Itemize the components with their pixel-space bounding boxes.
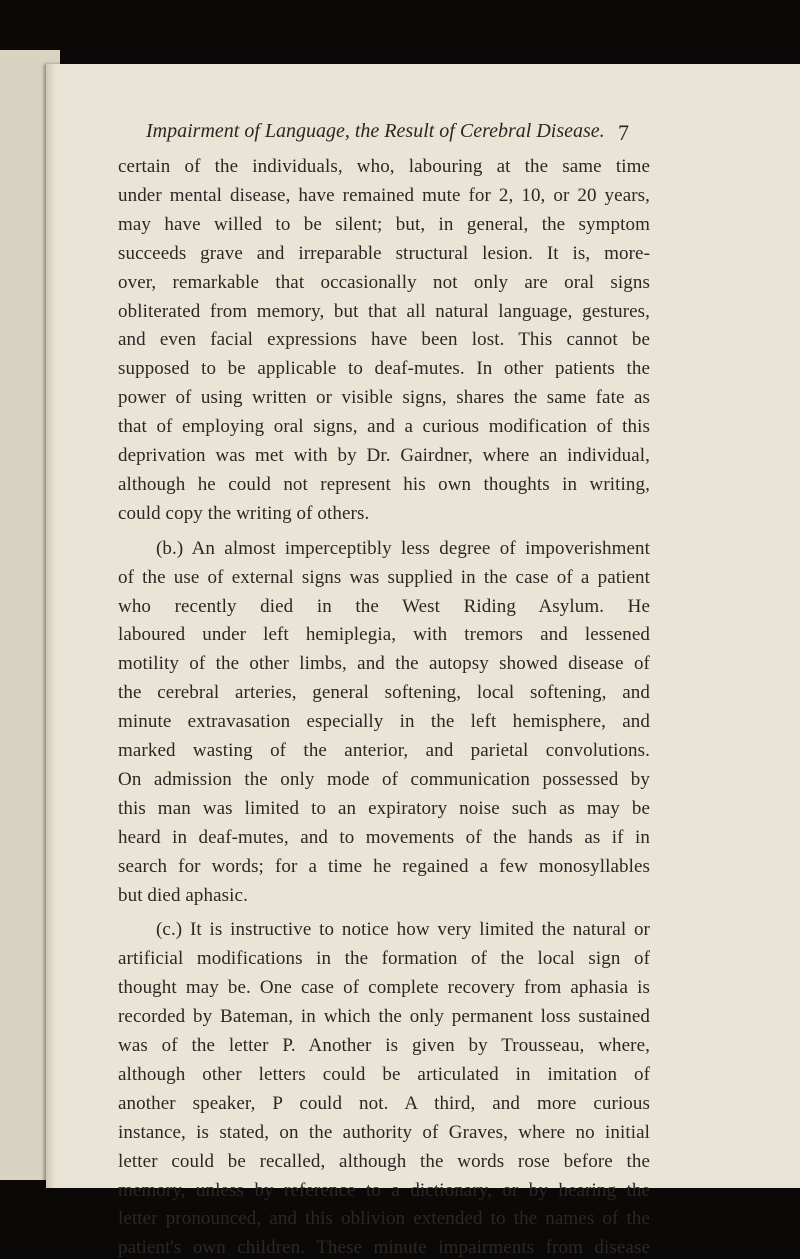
text-line: (b.) An almost imperceptibly less degree of impoverishment bbox=[156, 537, 650, 559]
text-line: may have willed to be silent; but, in general, the symptom bbox=[118, 213, 650, 235]
text-line: although other letters could be articulated in imitation of bbox=[118, 1063, 650, 1085]
text-line: certain of the individuals, who, labouring at the same time bbox=[118, 156, 650, 177]
text-line: obliterated from memory, but that all natural language, gestures, bbox=[118, 300, 650, 322]
text-line: memory, unless by reference to a dictionary, or by hearing the bbox=[118, 1179, 650, 1201]
text-line: another speaker, P could not. A third, and more curious bbox=[118, 1092, 650, 1114]
text-line: patient's own children. These minute impairments from disease bbox=[118, 1237, 650, 1259]
text-line: could copy the writing of others. bbox=[118, 502, 370, 524]
text-line: heard in deaf-mutes, and to movements of the hands as if in bbox=[118, 826, 650, 848]
text-line: that of employing oral signs, and a curious modification of this bbox=[118, 416, 650, 438]
text-line: over, remarkable that occasionally not only are oral signs bbox=[118, 271, 650, 293]
text-line: laboured under left hemiplegia, with tremors and lessened bbox=[118, 624, 650, 646]
text-line: search for words; for a time he regained a few monosyllables bbox=[118, 855, 650, 877]
text-line: motility of the other limbs, and the autopsy showed disease of bbox=[118, 653, 650, 675]
text-line: although he could not represent his own thoughts in writing, bbox=[118, 473, 650, 495]
text-line: of the use of external signs was supplied in the case of a patient bbox=[118, 566, 650, 588]
text-line: On admission the only mode of communication possessed by bbox=[118, 768, 650, 790]
book-page bbox=[46, 64, 800, 1259]
text-line: letter could be recalled, although the words rose before the bbox=[118, 1150, 650, 1172]
text-line: minute extravasation especially in the left hemisphere, and bbox=[118, 711, 650, 733]
text-line: artificial modifications in the formation of the local sign of bbox=[118, 948, 650, 970]
text-line: power of using written or visible signs, shares the same fate as bbox=[118, 387, 650, 409]
text-line: succeeds grave and irreparable structural lesion. It is, more- bbox=[118, 242, 650, 264]
text-line: the cerebral arteries, general softening, local softening, and bbox=[118, 682, 650, 704]
page-number: 7 bbox=[618, 120, 629, 145]
text-line: under mental disease, have remained mute for 2, 10, or 20 years, bbox=[118, 184, 650, 206]
text-line: deprivation was met with by Dr. Gairdner, where an individual, bbox=[118, 445, 650, 466]
page-gutter bbox=[46, 64, 56, 1188]
text-line: supposed to be applicable to deaf-mutes. In other patients the bbox=[118, 358, 650, 380]
text-line: and even facial expressions have been lost. This cannot be bbox=[118, 329, 650, 351]
text-line: (c.) It is instructive to notice how very limited the natural or bbox=[156, 919, 650, 941]
text-line: was of the letter P. Another is given by Trousseau, where, bbox=[118, 1035, 650, 1056]
text-line: thought may be. One case of complete recovery from aphasia is bbox=[118, 977, 650, 999]
running-title: Impairment of Language, the Result of Cerebral Disease. bbox=[146, 120, 605, 142]
text-line: but died aphasic. bbox=[118, 884, 248, 906]
text-line: recorded by Bateman, in which the only permanent loss sustained bbox=[118, 1006, 650, 1028]
text-line: marked wasting of the anterior, and parietal convolutions. bbox=[118, 740, 650, 761]
text-line: letter pronounced, and this oblivion extended to the names of the bbox=[118, 1208, 650, 1230]
text-line: instance, is stated, on the authority of Graves, where no initial bbox=[118, 1121, 650, 1143]
text-line: this man was limited to an expiratory noise such as may be bbox=[118, 797, 650, 819]
text-line: who recently died in the West Riding Asylum. He bbox=[118, 595, 650, 617]
